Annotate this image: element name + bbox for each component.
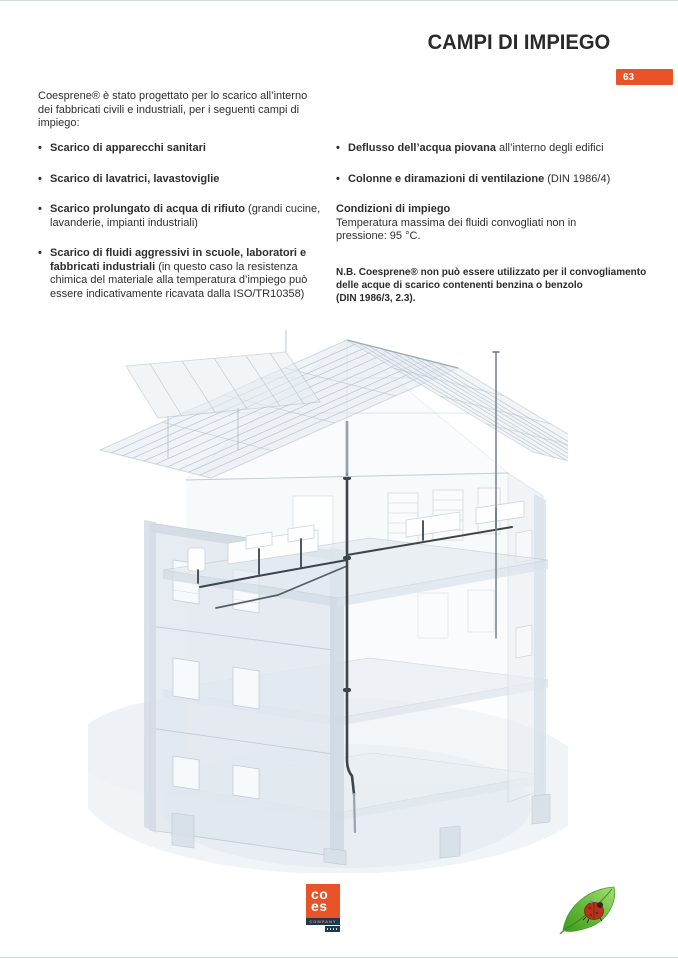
intro-paragraph [38,90,338,131]
page-number-badge [616,69,673,85]
leaf-icon [558,878,620,934]
bullet-text: Scarico prolungato di acqua di rifiuto (grandi cucine, lavanderie, impianti industriali) [50,203,321,229]
bullet-text: Scarico di apparecchi sanitari [50,142,206,154]
bullet-text: Deflusso dell’acqua piovana all’interno degli edifici [348,142,604,154]
conditions-body: Temperatura massima dei fluidi convogliati non in pressione: 95 °C. [336,216,577,242]
coes-logo-sub-tab [325,926,340,932]
coes-logo-icon: co es [306,884,340,918]
bullet-column-left [38,142,326,318]
bullet-item [336,173,652,187]
page-top-edge [0,0,678,1]
bullet-marker: • [38,172,42,185]
conditions-heading: Condizioni di impiego [336,203,451,215]
house-piping-svg [88,308,568,873]
nb-note: N.B. Coesprene® non può essere utilizzato per il convogliamento delle acque di scarico contenenti benzina o benzolo (DIN 1986/3, 2.3). [336,266,647,304]
coes-company-band: COMPANY [306,918,340,925]
bullet-item [38,247,326,301]
intro-line: dei fabbricati civili e industriali, per i seguenti campi di [38,103,300,116]
intro-line: impiego: [38,117,80,129]
bullet-text: Scarico di fluidi aggressivi in scuole, laboratori e fabbricati industriali (in questo caso la resistenza chimica del materiale alla temperatura d’impiego può essere indicativamente ricavata dalla ISO/TR10358) [50,247,308,300]
page-number: 63 [623,71,635,83]
bullet-item [336,142,652,156]
bullet-marker: • [336,142,340,154]
bullet-marker: • [336,172,340,185]
bullet-marker: • [38,203,42,215]
bullet-text: Scarico di lavatrici, lavastoviglie [50,172,220,185]
eco-leaf-logo [558,878,620,934]
bullet-item [38,142,326,156]
building-drainage-illustration [88,308,568,873]
bullet-column-right [336,142,652,305]
page-title: CAMPI DI IMPIEGO [427,31,610,54]
bullet-text: Colonne e diramazioni di ventilazione (DIN 1986/4) [348,172,611,185]
bullet-marker: • [38,247,42,259]
bullet-item [38,173,326,187]
coes-logo [306,884,342,932]
bullet-marker: • [38,142,42,154]
intro-line: Coesprene® è stato progettato per lo scarico all’interno [38,90,308,102]
bullet-item [38,203,326,230]
